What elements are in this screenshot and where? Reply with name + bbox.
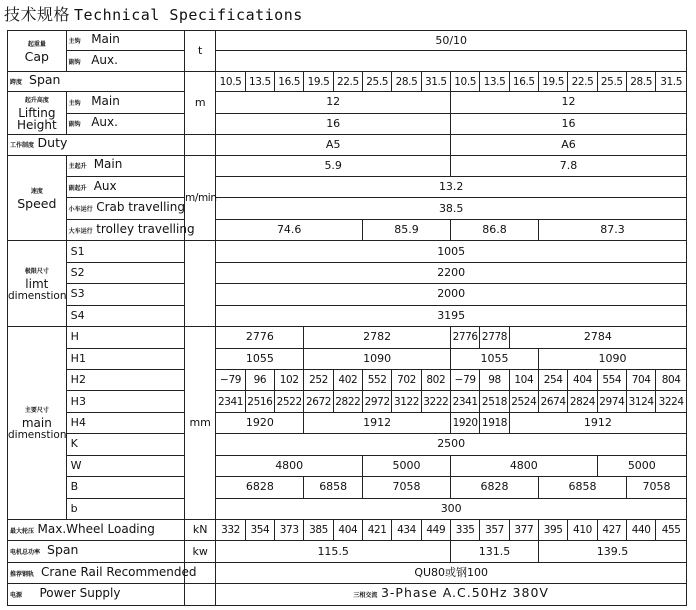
dim-h1-label: H1 (66, 348, 184, 369)
dim-b-value: 7058 (626, 477, 686, 498)
page-title (4, 2, 303, 25)
dim-b-value: 6828 (451, 477, 539, 498)
spec-table (7, 30, 687, 606)
speed-aux-row (8, 177, 687, 198)
speed-crab-label: 小车运行 Crab travelling (66, 198, 184, 219)
speed-trolley-value: 86.8 (451, 219, 539, 240)
span-value: 10.5 (216, 71, 245, 91)
dim-h2-row (8, 369, 687, 390)
dim-h3-value: 2674 (538, 391, 567, 412)
lift-main-label: 主钩 Main (66, 92, 184, 113)
limit-s-label: S4 (66, 305, 184, 326)
wheel-value: 385 (304, 520, 333, 541)
cap-label: 起重量 Cap (8, 31, 67, 72)
dim-h2-value: 104 (509, 369, 538, 390)
cap-aux-blank (216, 51, 687, 71)
dim-b-value: 6858 (304, 477, 363, 498)
title-en: Technical Specifications (74, 6, 303, 24)
dim-h3-value: 2341 (216, 391, 245, 412)
lift-aux-row (8, 113, 687, 134)
limit-value: 2000 (216, 284, 687, 305)
dim-h3-value: 2972 (363, 391, 392, 412)
speed-main-row (8, 155, 687, 176)
cap-unit: t (185, 31, 216, 72)
span-value: 25.5 (363, 71, 392, 91)
dim-h2-value: 102 (275, 369, 304, 390)
dim-h-value: 2776 (451, 327, 480, 348)
dim-h2-value: 552 (363, 369, 392, 390)
dim-h3-value: 2516 (245, 391, 274, 412)
dim-h3-value: 2518 (480, 391, 509, 412)
lift-aux-label: 副钩 Aux. (66, 113, 184, 134)
wheel-value: 332 (216, 520, 245, 541)
speed-trolley-value: 85.9 (363, 219, 451, 240)
dim-h2-value: 98 (480, 369, 509, 390)
span-value: 13.5 (245, 71, 274, 91)
dim-b-value: 7058 (363, 477, 451, 498)
wheel-value: 357 (480, 520, 509, 541)
dim-h4-value: 1918 (480, 412, 509, 433)
dim-unit: mm (185, 327, 216, 520)
dim-h4-row (8, 412, 687, 433)
motor-value: 139.5 (538, 541, 686, 562)
dim-h2-value: 702 (392, 369, 421, 390)
dim-h3-value: 2824 (568, 391, 597, 412)
limit-row (8, 305, 687, 326)
wheel-value: 440 (626, 520, 655, 541)
dim-h2-value: 96 (245, 369, 274, 390)
limit-s-label: S1 (66, 241, 184, 262)
motor-unit: kw (185, 541, 216, 562)
cap-aux-row (8, 51, 687, 71)
span-value: 19.5 (538, 71, 567, 91)
wheel-value: 373 (275, 520, 304, 541)
dim-b-label: B (66, 477, 184, 498)
limit-row (8, 241, 687, 262)
speed-crab-value: 38.5 (216, 198, 687, 219)
wheel-unit: kN (185, 520, 216, 541)
power-row (8, 584, 687, 606)
dim-h4-value: 1912 (304, 412, 451, 433)
wheel-value: 377 (509, 520, 538, 541)
dim-h-value: 2782 (304, 327, 451, 348)
dim-bs-label: b (66, 498, 184, 519)
speed-label: 速度 Speed (8, 155, 67, 241)
span-value: 16.5 (275, 71, 304, 91)
dim-k-value: 2500 (216, 434, 687, 455)
power-label: 电源 Power Supply (8, 584, 185, 606)
wheel-value: 410 (568, 520, 597, 541)
speed-trolley-value: 74.6 (216, 219, 363, 240)
dim-w-value: 4800 (216, 455, 363, 476)
limit-row (8, 262, 687, 283)
dim-h1-row (8, 348, 687, 369)
dim-h3-value: 3124 (626, 391, 655, 412)
wheel-value: 427 (597, 520, 626, 541)
dim-w-value: 5000 (597, 455, 686, 476)
main-dim-label: 主要尺寸 main dimenstion (8, 327, 67, 520)
wheel-value: 335 (451, 520, 480, 541)
dim-h1-value: 1090 (304, 348, 451, 369)
dim-h3-value: 3222 (421, 391, 450, 412)
dim-h3-value: 3224 (656, 391, 687, 412)
dim-k-row (8, 434, 687, 455)
span-label: 跨度 Span (8, 71, 185, 91)
dim-w-value: 5000 (363, 455, 451, 476)
speed-unit: m/min (185, 155, 216, 241)
span-value: 22.5 (333, 71, 362, 91)
wheel-row (8, 520, 687, 541)
span-unit: m (185, 71, 216, 134)
dim-h2-value: −79 (216, 369, 245, 390)
limit-s-label: S2 (66, 262, 184, 283)
span-value: 13.5 (480, 71, 509, 91)
duty-label: 工作制度 Duty (8, 135, 185, 155)
dim-h3-value: 3122 (392, 391, 421, 412)
dim-h4-label: H4 (66, 412, 184, 433)
dim-h2-value: −79 (451, 369, 480, 390)
lift-main-row (8, 92, 687, 113)
wheel-value: 404 (333, 520, 362, 541)
lift-aux-a: 16 (216, 113, 451, 134)
dim-h3-value: 2341 (451, 391, 480, 412)
wheel-value: 395 (538, 520, 567, 541)
rail-row (8, 562, 687, 583)
dim-h4-value: 1920 (216, 412, 304, 433)
speed-main-label: 主起升 Main (66, 155, 184, 176)
cap-value: 50/10 (216, 31, 687, 51)
wheel-value: 354 (245, 520, 274, 541)
duty-a: A5 (216, 135, 451, 155)
wheel-value: 449 (421, 520, 450, 541)
dim-h2-value: 404 (568, 369, 597, 390)
dim-b-value: 6828 (216, 477, 304, 498)
dim-w-row (8, 455, 687, 476)
dim-h1-value: 1055 (216, 348, 304, 369)
speed-crab-row (8, 198, 687, 219)
duty-row (8, 135, 687, 155)
wheel-value: 421 (363, 520, 392, 541)
speed-aux-label: 副起升 Aux (66, 177, 184, 198)
span-row (8, 71, 687, 91)
dim-bs-value: 300 (216, 498, 687, 519)
span-value: 31.5 (656, 71, 687, 91)
span-value: 16.5 (509, 71, 538, 91)
dim-h2-value: 554 (597, 369, 626, 390)
span-value: 28.5 (392, 71, 421, 91)
dim-h2-value: 402 (333, 369, 362, 390)
dim-h3-value: 2974 (597, 391, 626, 412)
dim-h4-value: 1920 (451, 412, 480, 433)
limit-value: 3195 (216, 305, 687, 326)
span-value: 19.5 (304, 71, 333, 91)
title-zh: 技术规格 (4, 5, 71, 24)
dim-b-row (8, 477, 687, 498)
dim-h2-value: 254 (538, 369, 567, 390)
dim-h-value: 2778 (480, 327, 509, 348)
dim-h3-label: H3 (66, 391, 184, 412)
lift-aux-b: 16 (451, 113, 687, 134)
span-value: 28.5 (626, 71, 655, 91)
power-value: 三相交流 3-Phase A.C.50Hz 380V (216, 584, 687, 606)
dim-h-row (8, 327, 687, 348)
speed-trolley-label: 大车运行 trolley travelling (66, 219, 184, 240)
dim-b-value: 6858 (538, 477, 626, 498)
dim-h3-value: 2822 (333, 391, 362, 412)
cap-main-row (8, 31, 687, 51)
dim-w-label: W (66, 455, 184, 476)
span-value: 31.5 (421, 71, 450, 91)
limit-label: 极限尺寸 limt dimenstion (8, 241, 67, 327)
dim-h-value: 2776 (216, 327, 304, 348)
limit-value: 1005 (216, 241, 687, 262)
dim-h3-value: 2672 (304, 391, 333, 412)
speed-main-a: 5.9 (216, 155, 451, 176)
dim-k-label: K (66, 434, 184, 455)
duty-unit-blank (185, 135, 216, 155)
dim-h2-value: 252 (304, 369, 333, 390)
lift-label: 起升高度 Lifting Height (8, 92, 67, 135)
rail-label: 推荐钢轨 Crane Rail Recommended (8, 562, 185, 583)
rail-value: QU80或钢100 (216, 562, 687, 583)
dim-bs-row (8, 498, 687, 519)
wheel-label: 最大轮压 Max.Wheel Loading (8, 520, 185, 541)
lift-main-a: 12 (216, 92, 451, 113)
power-unit-blank (185, 584, 216, 606)
dim-w-value: 4800 (451, 455, 598, 476)
speed-main-b: 7.8 (451, 155, 687, 176)
limit-s-label: S3 (66, 284, 184, 305)
span-value: 22.5 (568, 71, 597, 91)
dim-h2-label: H2 (66, 369, 184, 390)
speed-trolley-value: 87.3 (538, 219, 686, 240)
dim-h3-value: 2524 (509, 391, 538, 412)
duty-b: A6 (451, 135, 687, 155)
dim-h1-value: 1055 (451, 348, 539, 369)
speed-trolley-row (8, 219, 687, 240)
dim-h1-value: 1090 (538, 348, 686, 369)
dim-h2-value: 802 (421, 369, 450, 390)
wheel-value: 434 (392, 520, 421, 541)
span-value: 25.5 (597, 71, 626, 91)
dim-h2-value: 804 (656, 369, 687, 390)
limit-row (8, 284, 687, 305)
limit-value: 2200 (216, 262, 687, 283)
dim-h-label: H (66, 327, 184, 348)
motor-row (8, 541, 687, 562)
speed-aux-value: 13.2 (216, 177, 687, 198)
dim-h-value: 2784 (509, 327, 686, 348)
cap-main-label: 主钩 Main (66, 31, 184, 51)
cap-aux-label: 副钩 Aux. (66, 51, 184, 71)
dim-h2-value: 704 (626, 369, 655, 390)
dim-h4-value: 1912 (509, 412, 686, 433)
motor-value: 115.5 (216, 541, 451, 562)
dim-h3-row (8, 391, 687, 412)
span-value: 10.5 (451, 71, 480, 91)
motor-label: 电机总功率 Span (8, 541, 185, 562)
limit-unit-blank (185, 241, 216, 327)
wheel-value: 455 (656, 520, 687, 541)
dim-h3-value: 2522 (275, 391, 304, 412)
motor-value: 131.5 (451, 541, 539, 562)
lift-main-b: 12 (451, 92, 687, 113)
